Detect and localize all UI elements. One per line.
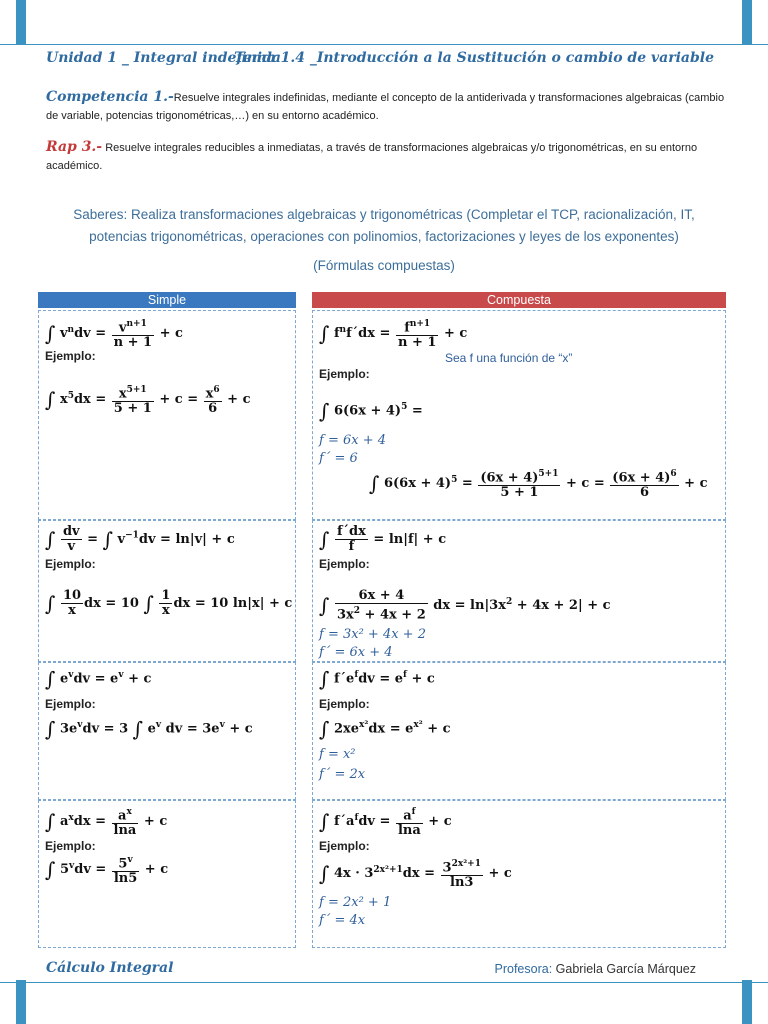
- f-definition: f = 2x² + 1: [319, 895, 392, 910]
- simple-power-cell: [38, 310, 296, 520]
- top-left-accent-bar: [16, 0, 26, 44]
- composite-exp-formula: ∫ $f´e^fdv = e^f + c$: [319, 667, 435, 691]
- bottom-right-accent-bar: [742, 980, 752, 1024]
- teacher-prefix: Profesora:: [494, 962, 553, 976]
- log-rule-example: ∫ $\frac{10}{x}$ dx = 10 ∫ $\frac{1}{x}$ dx = 10 ln|x| + c: [45, 588, 293, 618]
- composite-power-formula: ∫ $f^nf´dx$ = $\frac{f^{n+1}}{n + 1}$ + c: [319, 319, 468, 351]
- composite-log-example: ∫ $\frac{6x + 4}{3x^2 + 4x + 2}$ dx = $\ln|3x^2 + 4x + 2| + c$: [319, 588, 611, 623]
- sea-f-note: Sea f una función de “x”: [445, 351, 573, 365]
- simple-log-cell: [38, 520, 296, 662]
- power-rule-example: ∫ $x^5dx$ = $\frac{x^{5+1}}{5 + 1}$ + c = $\frac{x^6}{6}$ + c: [45, 385, 251, 417]
- ejemplo-label: Ejemplo:: [319, 367, 370, 381]
- f-definition: f = x²: [319, 747, 356, 762]
- ax-rule-example: ∫ $5^vdv$ = $\frac{5^v}{\ln 5}$ + c: [45, 855, 169, 887]
- ejemplo-label: Ejemplo:: [45, 839, 96, 853]
- ejemplo-label: Ejemplo:: [45, 557, 96, 571]
- ejemplo-label: Ejemplo:: [45, 349, 96, 363]
- composite-power-solution: ∫ $6(6x + 4)^5$ = $\frac{(6x + 4)^{5+1}}{5 + 1}$ + c = $\frac{(6x + 4)^6}{6}$ + c: [369, 469, 708, 501]
- ejemplo-label: Ejemplo:: [319, 557, 370, 571]
- header-rule: [0, 44, 768, 45]
- simple-ax-cell: [38, 800, 296, 948]
- f-derivative: f´ = 4x: [319, 913, 366, 928]
- footer-rule: [0, 982, 768, 983]
- log-rule-formula: ∫ $\frac{dv}{v}$ = ∫ $v^{-1}dv = \ln|v| + c$: [45, 524, 235, 554]
- ax-rule-formula: ∫ $a^xdx$ = $\frac{a^x}{\ln a}$ + c: [45, 807, 168, 839]
- ejemplo-label: Ejemplo:: [319, 839, 370, 853]
- power-rule-formula: ∫ $v^ndv$ = $\frac{v^{n+1}}{n + 1}$ + c: [45, 319, 183, 351]
- saberes-text: Saberes: Realiza transformaciones algebraicas y trigonométricas (Completar el TCP, racionalización, IT, potencias trigonométricas, operaciones con polinomios, factorizaciones y leyes de los exponentes): [73, 207, 695, 244]
- rap-tag: Rap 3.-: [46, 139, 103, 155]
- bottom-left-accent-bar: [16, 980, 26, 1024]
- composite-ax-example: ∫ $4x \cdot 3^{2x^2+1}dx$ = $\frac{3^{2x^2+1}}{\ln 3}$ + c: [319, 859, 512, 891]
- compuesta-power-cell: [312, 310, 726, 520]
- competencia-paragraph: [46, 88, 726, 125]
- course-name: Cálculo Integral: [46, 960, 174, 976]
- top-right-accent-bar: [742, 0, 752, 44]
- ejemplo-label: Ejemplo:: [45, 697, 96, 711]
- compuesta-log-cell: [312, 520, 726, 662]
- teacher-name: Gabriela García Márquez: [555, 962, 696, 976]
- competencia-text: Resuelve integrales indefinidas, mediante el concepto de la antiderivada y transformaciones algebraicas (cambio de variable, potencias trigonométricas,…) en su entorno académico.: [46, 92, 725, 122]
- unit-title: Unidad 1 _ Integral indefinida: [46, 50, 281, 66]
- rap-text: Resuelve integrales reducibles a inmediatas, a través de transformaciones algebraicas y/o trigonométricas, en su entorno académico.: [46, 142, 698, 172]
- f-definition: f = 3x² + 4x + 2: [319, 627, 426, 642]
- f-derivative: f´ = 2x: [319, 767, 366, 782]
- f-definition: f = 6x + 4: [319, 433, 386, 448]
- composite-exp-example: ∫ $2xe^{x^2}dx = e^{x^2} + c$: [319, 717, 451, 741]
- compuesta-ax-cell: [312, 800, 726, 948]
- exp-rule-example: ∫ $3e^vdv = 3$ ∫ $e^v$ dv = $3e^v + c$: [45, 717, 253, 741]
- rap-paragraph: [46, 138, 726, 175]
- f-derivative: f´ = 6: [319, 451, 358, 466]
- ejemplo-label: Ejemplo:: [319, 697, 370, 711]
- formulas-title: (Fórmulas compuestas): [313, 258, 455, 273]
- composite-ax-formula: ∫ $f´a^fdv$ = $\frac{a^f}{\ln a}$ + c: [319, 807, 452, 839]
- simple-column-header: Simple: [38, 292, 296, 308]
- simple-exp-cell: [38, 662, 296, 800]
- teacher-credit: [495, 962, 697, 976]
- composite-log-formula: ∫ $\frac{f´dx}{f}$ = ln|f| + c: [319, 524, 447, 554]
- composite-power-example: ∫ $6(6x + 4)^5$ =: [319, 399, 423, 423]
- f-derivative: f´ = 6x + 4: [319, 645, 393, 660]
- exp-rule-formula: ∫ $e^vdv = e^v + c$: [45, 667, 152, 691]
- compuesta-column-header: Compuesta: [312, 292, 726, 308]
- topic-title: Tema 1.4 _Introducción a la Sustitución o cambio de variable: [234, 50, 714, 66]
- compuesta-exp-cell: [312, 662, 726, 800]
- competencia-tag: Competencia 1.-: [46, 89, 174, 105]
